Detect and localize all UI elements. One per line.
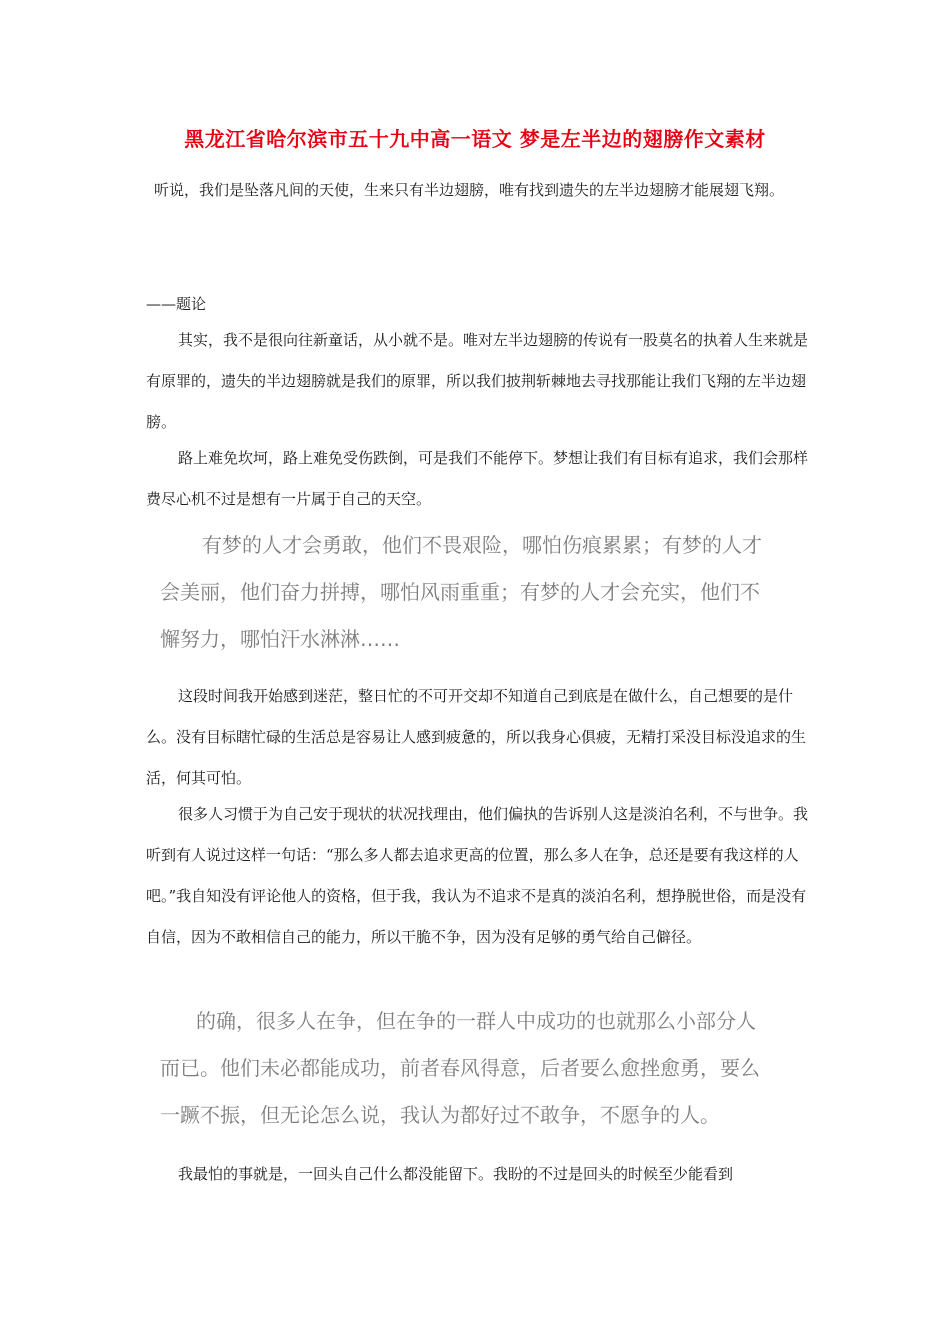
paragraph-5: 我最怕的事就是，一回头自己什么都没能留下。我盼的不过是回头的时候至少能看到 bbox=[178, 1165, 734, 1183]
quote-image-2 bbox=[160, 998, 792, 1139]
paragraph-1: 其实，我不是很向往新童话，从小就不是。唯对左半边翅膀的传说有一股莫名的执着人生来就是有原罪的，遗失的半边翅膀就是我们的原罪，所以我们披荆斩棘地去寻找那能让我们飞翔的左半边翅膀。 bbox=[146, 331, 809, 431]
paragraph-2: 路上难免坎坷，路上难免受伤跌倒，可是我们不能停下。梦想让我们有目标有追求，我们会那样费尽心机不过是想有一片属于自己的天空。 bbox=[146, 449, 809, 508]
quote-2-line-3: 一蹶不振，但无论怎么说，我认为都好过不敢争，不愿争的人。 bbox=[160, 1103, 720, 1127]
paragraph-4: 很多人习惯于为自己安于现状的状况找理由，他们偏执的告诉别人这是淡泊名利，不与世争。我听到有人说过这样一句话：“那么多人都去追求更高的位置，那么多人在争，总还是要有我这样的人吧。”我自知没有评论他人的资格，但于我，我认为不追求不是真的淡泊名利，想挣脱世俗，而是没有自信，因为不敢相信自己的能力，所以干脆不争，因为没有足够的勇气给自己僻径。 bbox=[146, 805, 809, 946]
quote-image-1 bbox=[160, 522, 792, 663]
paragraph-3: 这段时间我开始感到迷茫，整日忙的不可开交却不知道自己到底是在做什么，自己想要的是什么。没有目标瞎忙碌的生活总是容易让人感到疲惫的，所以我身心俱疲，无精打采没目标没追求的生活，何其可怕。 bbox=[146, 687, 807, 787]
document-title: 黑龙江省哈尔滨市五十九中高一语文 梦是左半边的翅膀作文素材 bbox=[184, 127, 766, 151]
epigraph-source: ——题论 bbox=[146, 295, 207, 313]
epigraph: 听说，我们是坠落凡间的天使，生来只有半边翅膀，唯有找到遗失的左半边翅膀才能展翅飞翔。 bbox=[154, 181, 785, 199]
quote-2-line-2: 而已。他们未必都能成功，前者春风得意，后者要么愈挫愈勇，要么 bbox=[160, 1056, 760, 1080]
quote-2-line-1: 的确，很多人在争，但在争的一群人中成功的也就那么小部分人 bbox=[196, 1009, 756, 1033]
quote-1-line-1: 有梦的人才会勇敢，他们不畏艰险，哪怕伤痕累累；有梦的人才 bbox=[202, 533, 762, 557]
quote-1-line-2: 会美丽，他们奋力拼搏，哪怕风雨重重；有梦的人才会充实，他们不 bbox=[160, 580, 760, 604]
quote-1-line-3: 懈努力，哪怕汗水淋淋…… bbox=[160, 627, 400, 651]
